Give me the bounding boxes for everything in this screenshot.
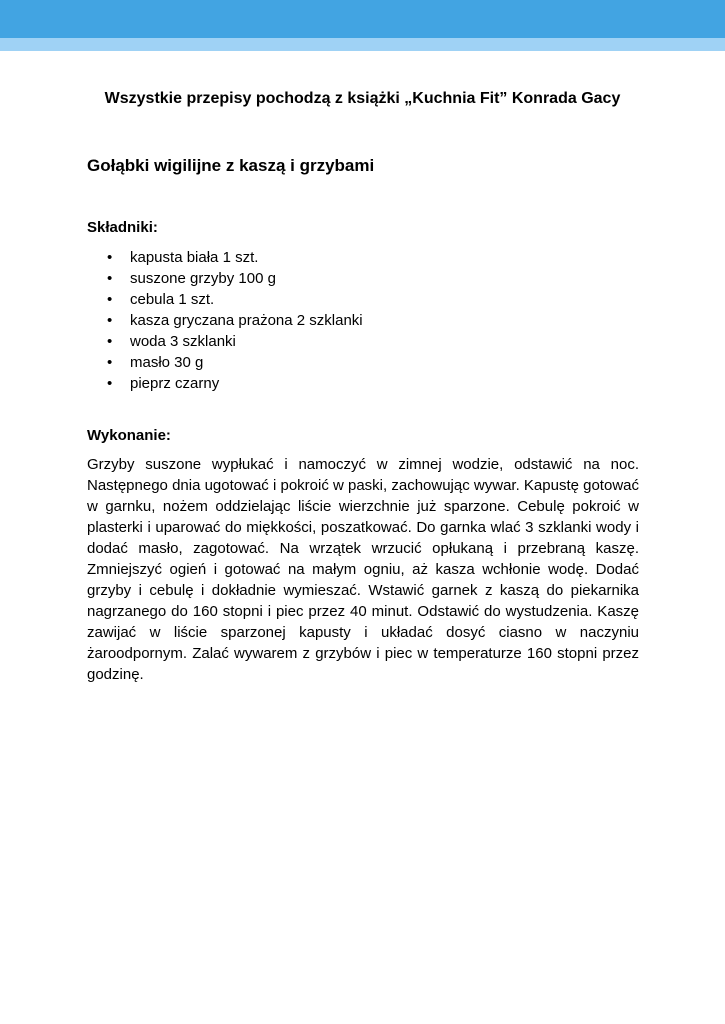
- bullet-icon: •: [107, 312, 113, 329]
- list-item: [87, 268, 363, 289]
- ingredient-text: kapusta biała 1 szt.: [130, 249, 259, 266]
- ingredient-text: suszone grzyby 100 g: [130, 270, 276, 287]
- source-title: Wszystkie przepisy pochodzą z książki „Kuchnia Fit” Konrada Gacy: [104, 90, 621, 107]
- method-heading: Wykonanie:: [87, 427, 171, 444]
- ingredient-text: pieprz czarny: [130, 375, 220, 392]
- ingredient-text: masło 30 g: [130, 354, 204, 371]
- ingredient-text: kasza gryczana prażona 2 szklanki: [130, 312, 363, 329]
- method-text: Grzyby suszone wypłukać i namoczyć w zimnej wodzie, odstawić na noc. Następnego dnia ugotować i pokroić w paski, zachowując wywar. Kapustę gotować w garnku, nożem oddzielając liście wierzchnie już sparzone. Cebulę pokroić w plasterki i uparować do miękkości, poszatkować. Do garnka wlać 3 szklanki wody i dodać masło, zagotować. Na wrzątek wrzucić opłukaną i przebraną kaszę. Zmniejszyć ogień i gotować na małym ogniu, aż kasza wchłonie wodę. Dodać grzyby i cebulę i dokładnie wymieszać. Wstawić garnek z kaszą do piekarnika nagrzanego do 160 stopni i piec przez 40 minut. Odstawić do wystudzenia. Kaszę zawijać w liście sparzonej kapusty i układać dosyć ciasno w naczyniu żaroodpornym. Zalać wywarem z grzybów i piec w temperaturze 160 stopni przez godzinę.: [87, 456, 639, 683]
- bullet-icon: •: [107, 375, 113, 392]
- list-item: [87, 289, 363, 310]
- bullet-icon: •: [107, 333, 113, 350]
- ingredients-list: [87, 247, 363, 394]
- list-item: [87, 310, 363, 331]
- recipe-title: Gołąbki wigilijne z kaszą i grzybami: [87, 156, 375, 175]
- list-item: [87, 331, 363, 352]
- header-band-bottom: [0, 38, 725, 51]
- header-band-top: [0, 0, 725, 38]
- ingredient-text: cebula 1 szt.: [130, 291, 215, 308]
- bullet-icon: •: [107, 291, 113, 308]
- list-item: [87, 247, 363, 268]
- ingredient-text: woda 3 szklanki: [130, 333, 236, 350]
- ingredients-heading: Składniki:: [87, 219, 158, 236]
- bullet-icon: •: [107, 354, 113, 371]
- list-item: [87, 373, 363, 394]
- bullet-icon: •: [107, 270, 113, 287]
- bullet-icon: •: [107, 249, 113, 266]
- list-item: [87, 352, 363, 373]
